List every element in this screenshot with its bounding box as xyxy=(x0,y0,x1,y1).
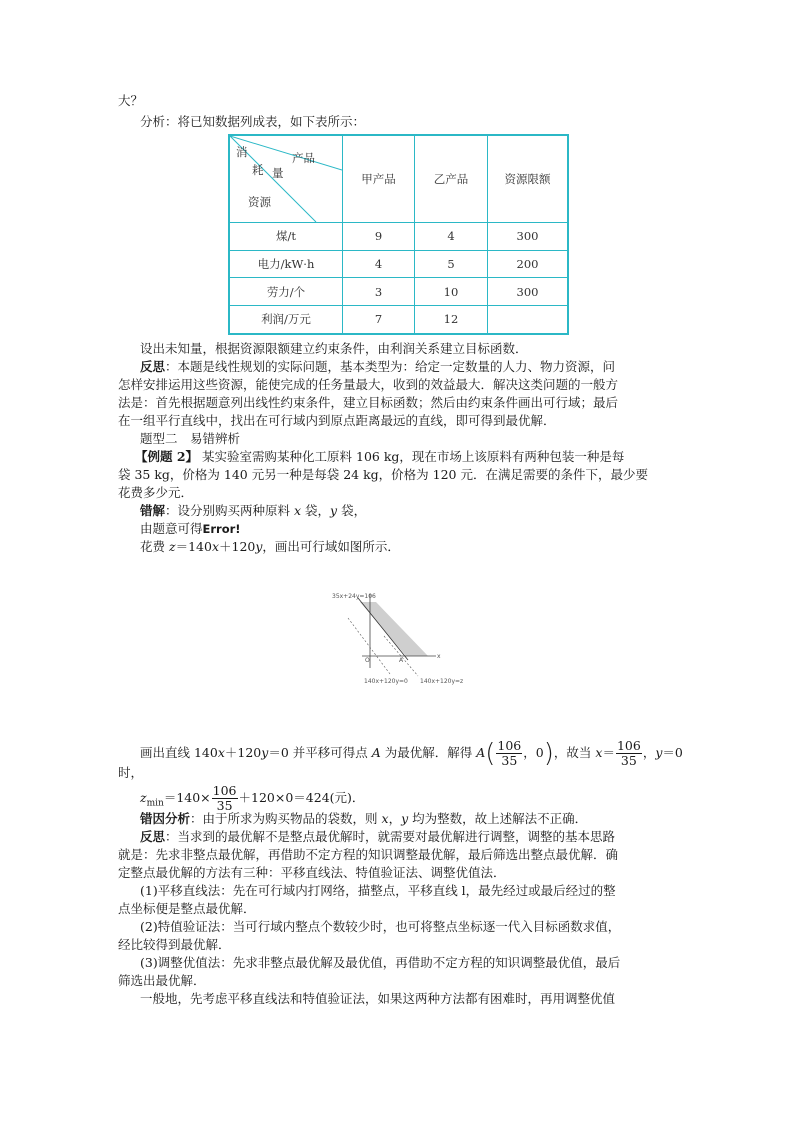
row-name: 利润/万元 xyxy=(229,305,343,334)
text-span: 袋， xyxy=(301,503,331,518)
var-z: z xyxy=(168,539,176,554)
text-line: 筛选出最优解． xyxy=(118,973,206,988)
var-y: y xyxy=(261,745,269,760)
corner-label-ziyuan: 资源 xyxy=(248,195,271,209)
cell-yi: 12 xyxy=(415,305,488,334)
var-y: y xyxy=(255,539,263,554)
label-cuojie: 错解 xyxy=(140,503,166,518)
text-span: ＝140 xyxy=(175,539,212,554)
figure-label-objective-zero: 140x+120y=0 xyxy=(364,678,408,685)
text-line: 画出直线 140x＋120y＝0 并平移可得点 A 为最优解．解得 A( $\frac{106}{35}$ ，0)，故当 x＝ $\frac{106}{35}$ ，y＝0 xyxy=(140,738,683,769)
text-line: 点坐标便是整点最优解． xyxy=(118,901,256,916)
cell-limit: 200 xyxy=(488,250,569,278)
var-x: x xyxy=(381,811,389,826)
cell-jia: 3 xyxy=(343,278,415,306)
right-paren: ) xyxy=(543,738,554,769)
cell-yi: 10 xyxy=(415,278,488,306)
row-name: 劳力/个 xyxy=(229,278,343,306)
cell-limit xyxy=(488,305,569,334)
text-line xyxy=(140,502,366,520)
text-line: 在一组平行直线中，找出在可行域内到原点距离最远的直线，即可得到最优解． xyxy=(118,413,556,428)
text-line: (3)调整优值法：先求非整点最优解及最优值，再借助不定方程的知识调整最优值，最后 xyxy=(140,955,621,970)
text-line: (1)平移直线法：先在可行域内打网络，描整点，平移直线 l，最先经过或最后经过的整 xyxy=(140,883,616,898)
text-span: ， xyxy=(388,811,402,826)
text-line xyxy=(140,810,587,828)
text-line xyxy=(140,538,400,556)
figure-label-a: A xyxy=(399,657,404,664)
text-line xyxy=(140,828,615,846)
error-text: Error! xyxy=(202,522,241,536)
denominator: 35 xyxy=(501,753,518,768)
var-x: x xyxy=(595,745,603,760)
text-line: 一般地，先考虑平移直线法和特值验证法，如果这两种方法都有困难时，再用调整优值 xyxy=(140,991,616,1006)
text-span: ：设分别购买两种原料 xyxy=(165,503,294,518)
figure-label-origin: O xyxy=(365,657,370,664)
corner-label-chanpin: 产品 xyxy=(292,151,315,165)
text-span: ：由于所求为购买物品的袋数，则 xyxy=(190,811,382,826)
text-span: ：本题是线性规划的实际问题，基本类型为：给定一定数量的人力、物力资源，问 xyxy=(165,359,616,374)
text-line: 时， xyxy=(118,765,144,780)
text-line: 大？ xyxy=(118,93,144,108)
cell-jia: 7 xyxy=(343,305,415,334)
feasible-region-figure xyxy=(318,588,464,692)
text-line: 就是：先求非整点最优解，再借助不定方程的知识调整最优解，最后筛选出整点最优解．确 xyxy=(118,847,619,862)
cell-jia: 9 xyxy=(343,223,415,251)
text-span: ，故当 xyxy=(553,745,596,760)
table-row xyxy=(229,250,568,278)
cell-yi: 5 xyxy=(415,250,488,278)
text-span: ，画出可行域如图所示． xyxy=(262,539,400,554)
text-span: ＋120×0＝424(元)． xyxy=(238,790,365,805)
subscript-min: min xyxy=(146,798,164,809)
fraction xyxy=(212,784,238,813)
text-span: 0 xyxy=(535,745,544,760)
table-header: 甲产品 xyxy=(343,135,415,223)
var-z: z xyxy=(140,790,147,805)
table-row xyxy=(229,223,568,251)
table-corner-cell xyxy=(229,135,343,223)
table-header: 乙产品 xyxy=(415,135,488,223)
label-fansi: 反思 xyxy=(140,829,166,844)
row-name: 煤/t xyxy=(229,223,343,251)
text-span: 袋， xyxy=(337,503,367,518)
text-line xyxy=(140,520,241,538)
text-line: 法是：首先根据题意列出线性约束条件，建立目标函数；然后由约束条件画出可行域；最后 xyxy=(118,395,619,410)
label-fansi: 反思 xyxy=(140,359,166,374)
text-span: ＝140× xyxy=(163,790,211,805)
text-span: 画出直线 140 xyxy=(140,745,218,760)
var-y: y xyxy=(401,811,409,826)
row-name: 电力/kW·h xyxy=(229,250,343,278)
numerator: 106 xyxy=(212,783,237,798)
cell-yi: 4 xyxy=(415,223,488,251)
text-span: ＋120 xyxy=(224,745,262,760)
resource-table xyxy=(228,134,569,335)
denominator: 35 xyxy=(216,798,233,813)
var-x: x xyxy=(294,503,302,518)
example-label: 【例题 2】 xyxy=(135,449,199,464)
figure-label-objective-z: 140x+120y=z xyxy=(420,678,464,685)
cell-limit: 300 xyxy=(488,223,569,251)
text-span: ＝ xyxy=(602,745,615,760)
text-line: 怎样安排运用这些资源，能使完成的任务量最大，收到的效益最大．解决这类问题的一般方 xyxy=(118,377,619,392)
text-line: (2)特值验证法：当可行域内整点个数较少时，也可将整点坐标逐一代入目标函数求值， xyxy=(140,919,621,934)
text-span: ， xyxy=(642,745,656,760)
corner-label-hao: 耗 xyxy=(252,163,264,177)
fraction xyxy=(496,739,522,768)
numerator: 106 xyxy=(497,738,522,753)
text-span: ＋120 xyxy=(219,539,256,554)
text-span: 由题意可得 xyxy=(140,521,203,536)
point-a: A xyxy=(476,745,486,760)
text-span: ＝0 并平移可得点 xyxy=(268,745,372,760)
var-y: y xyxy=(330,503,338,518)
text-line: 定整点最优解的方法有三种：平移直线法、特值验证法、调整优值法． xyxy=(118,865,506,880)
text-span: ＝0 xyxy=(662,745,683,760)
label-cuoyin: 错因分析 xyxy=(140,811,191,826)
text-line: 花费多少元． xyxy=(118,485,194,500)
var-x: x xyxy=(211,539,219,554)
text-line: 设出未知量，根据资源限额建立约束条件，由利润关系建立目标函数． xyxy=(140,341,528,356)
point-a: A xyxy=(371,745,381,760)
cell-jia: 4 xyxy=(343,250,415,278)
text-line xyxy=(140,358,615,376)
corner-label-liang: 量 xyxy=(272,166,284,180)
table-row xyxy=(229,305,568,334)
table-header: 资源限额 xyxy=(488,135,569,223)
numerator: 106 xyxy=(616,738,641,753)
text-line xyxy=(135,448,624,466)
text-span: 花费 xyxy=(140,539,169,554)
var-y: y xyxy=(655,745,663,760)
denominator: 35 xyxy=(620,753,637,768)
text-line: 分析：将已知数据列成表，如下表所示： xyxy=(140,114,366,129)
section-heading: 题型二 易错辨析 xyxy=(140,431,241,446)
text-line: 袋 35 kg，价格为 140 元另一种是每袋 24 kg，价格为 120 元．在满足需要的条件下，最少要 xyxy=(118,467,648,482)
fraction xyxy=(616,739,642,768)
table-row xyxy=(229,278,568,306)
var-x: x xyxy=(217,745,225,760)
text-span: 为最优解．解得 xyxy=(380,745,477,760)
corner-label-xiao: 消 xyxy=(236,145,248,159)
cell-limit: 300 xyxy=(488,278,569,306)
text-span: ：当求到的最优解不是整点最优解时，就需要对最优解进行调整，调整的基本思路 xyxy=(165,829,616,844)
figure-label-constraint: 35x+24y=106 xyxy=(332,593,376,600)
text-span: 某实验室需购某种化工原料 106 kg，现在市场上该原料有两种包装一种是每 xyxy=(202,449,625,464)
figure-label-axis-x: x xyxy=(437,653,441,660)
text-line: 经比较得到最优解． xyxy=(118,937,231,952)
text-span: 均为整数，故上述解法不正确． xyxy=(408,811,588,826)
left-paren: ( xyxy=(485,738,496,769)
